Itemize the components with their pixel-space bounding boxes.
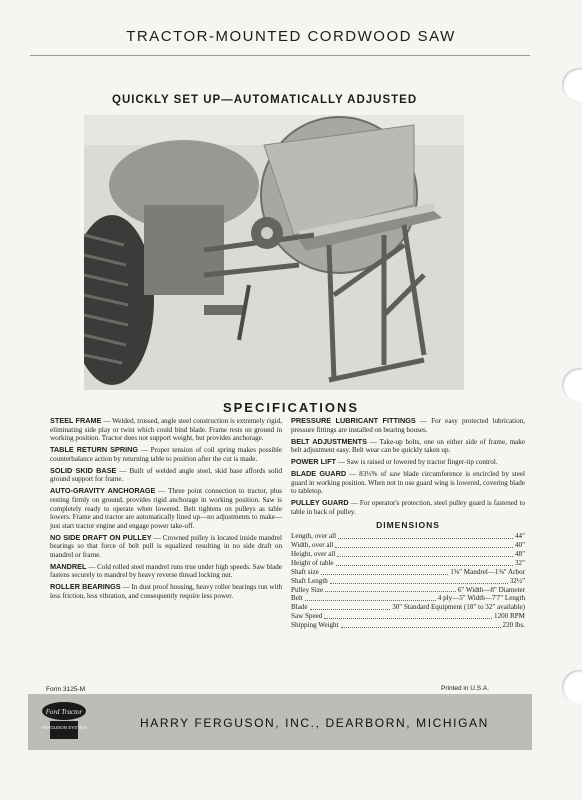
spec-text: In dust proof housing, heavy roller bearings run with less friction, less vibration, and consequently require less power.: [50, 583, 282, 601]
dimension-value: 4 ply—5" Width—7'7" Length: [437, 594, 525, 603]
spec-term: AUTO-GRAVITY ANCHORAGE: [50, 486, 156, 496]
dimension-label: Saw Speed: [291, 612, 323, 621]
dimension-value: 1200 RPM: [494, 612, 525, 621]
spec-item: BELT ADJUSTMENTS — Take-up bolts, one on either side of frame, make belt adjustment easy. Belt wear can be quickly taken up.: [291, 436, 526, 455]
dimension-label: Shaft Length: [291, 576, 328, 585]
dimension-row: [291, 550, 525, 559]
binder-hole: [562, 68, 582, 102]
form-number: Form 3125-M: [46, 686, 86, 693]
dimension-label: Height, over all: [291, 549, 336, 558]
dimension-value: 48": [515, 549, 525, 558]
spec-item: STEEL FRAME — Welded, trussed, angle steel construction is extremely rigid, eliminating side play or twist which could bind blade. Frame rests on ground in working position. Tractor does not support weight, but provides anchorage.: [50, 416, 282, 443]
spec-item: AUTO-GRAVITY ANCHORAGE — Three point connection to tractor, plus resting firmly on ground, provides rigid anchorage in working position. Saw is completely ready to operate when lowered. Belt tightens on pulleys as table lowers. Frame and tractor are automatically lined up—no adjustments to make—just start tractor engine and engage power take-off.: [50, 486, 283, 530]
binder-hole: [562, 670, 582, 704]
dimension-row: [291, 621, 525, 630]
dimension-value: 1⅝" Mandrel—1⅜" Arbor: [450, 567, 525, 576]
dimension-row: [291, 603, 525, 612]
spec-term: BELT ADJUSTMENTS: [291, 436, 368, 446]
spec-item: PRESSURE LUBRICANT FITTINGS — For easy protected lubrication, pressure fittings are installed on bearing houses.: [291, 416, 525, 434]
dimension-label: Width, over all: [291, 541, 334, 549]
spec-item: ROLLER BEARINGS — In dust proof housing, heavy roller bearings run with less friction, less vibration, and consequently require less power.: [50, 582, 282, 601]
spec-item: BLADE GUARD — 83⅓% of saw blade circumference is encircled by steel guard in working position. When not in use guard wing is lowered, covering blade to tabletop.: [291, 469, 525, 496]
company-name: HARRY FERGUSON, INC., DEARBORN, MICHIGAN: [140, 716, 489, 730]
spec-text: Proper tension of coil spring makes possible counterbalance action by returning table to position after the cut is made.: [50, 446, 283, 463]
dimension-label: Blade: [291, 603, 308, 612]
dimension-label: Shaft size: [291, 567, 319, 576]
dimension-row: [291, 577, 525, 586]
dimension-row: [291, 568, 525, 577]
dimension-value: 32½": [509, 576, 525, 585]
dimensions-heading: DIMENSIONS: [376, 519, 440, 530]
dimension-row: [291, 541, 525, 550]
spec-text: Take-up bolts, one on either side of frame, make belt adjustment easy. Belt wear can be quickly taken up.: [291, 437, 526, 455]
spec-text: For easy protected lubrication, pressure fittings are installed on bearing houses.: [291, 417, 525, 434]
printed-notice: Printed in U.S.A.: [441, 685, 490, 692]
spec-text: Saw is raised or lowered by tractor finger-tip control.: [346, 458, 498, 467]
dimension-value: 6" Width—8" Diameter: [457, 585, 525, 594]
ford-ferguson-logo: [40, 699, 88, 743]
spec-item: NO SIDE DRAFT ON PULLEY — Crowned pulley is located inside mandrel bearings so that force of belt pull is equalized resulting in no side draft on mandrel or frame.: [50, 532, 282, 559]
logo-text-bottom: FERGUSON SYSTEM: [41, 725, 87, 730]
spec-term: STEEL FRAME: [50, 416, 102, 425]
dimension-label: Pulley Size: [291, 585, 324, 594]
spec-term: SOLID SKID BASE: [50, 465, 117, 475]
spec-term: PRESSURE LUBRICANT FITTINGS: [291, 416, 416, 425]
dimension-value: 44": [515, 532, 525, 541]
spec-item: PULLEY GUARD — For operator's protection, steel pulley guard is fastened to table in back of pulley.: [291, 498, 525, 516]
title-divider: [30, 55, 530, 56]
dimension-label: Height of table: [291, 558, 334, 567]
spec-text: Three point connection to tractor, plus resting firmly on ground, provides rigid anchorage in working position. Saw is completely ready to operate when lowered. Belt tightens on pulleys as table lowers. Frame and tractor are automatically lined up—no adjustments to make—just start tractor engine and engage power take-off.: [50, 487, 283, 530]
dimension-label: Shipping Weight: [291, 621, 339, 630]
specs-right-column: [291, 417, 525, 630]
dimension-label: Belt: [291, 594, 303, 603]
dimension-row: [291, 532, 525, 541]
spec-item: SOLID SKID BASE — Built of welded angle steel, skid base affords solid ground support for frame.: [50, 465, 283, 484]
specifications-heading: SPECIFICATIONS: [222, 400, 360, 415]
spec-text: Crowned pulley is located inside mandrel bearings so that force of belt pull is equalized resulting in no side draft on mandrel or frame.: [50, 533, 282, 559]
spec-term: PULLEY GUARD: [291, 498, 349, 508]
dimension-value: 32": [515, 558, 525, 567]
dimension-value: 220 lbs.: [502, 621, 525, 630]
spec-text: For operator's protection, steel pulley guard is fastened to table in back of pulley.: [291, 499, 525, 516]
dimension-row: [291, 612, 525, 621]
spec-item: POWER LIFT — Saw is raised or lowered by tractor finger-tip control.: [291, 457, 498, 467]
photo-caption: QUICKLY SET UP—AUTOMATICALLY ADJUSTED: [112, 94, 418, 106]
dimension-value: 40": [515, 541, 525, 549]
spec-item: MANDREL — Cold rolled steel mandrel runs true under high speeds. Saw blade fastens securely to mandrel by heavy reverse thread locking nut.: [50, 561, 282, 580]
dimension-label: Length, over all: [291, 532, 337, 541]
page-title: TRACTOR-MOUNTED CORDWOOD SAW: [126, 28, 456, 45]
spec-text: Built of welded angle steel, skid base affords solid ground support for frame.: [50, 466, 283, 484]
spec-text: 83⅓% of saw blade circumference is encircled by steel guard in working position. When not in use guard wing is lowered, covering blade to tabletop.: [291, 470, 525, 496]
dimension-value: 30" Standard Equipment (18" to 32" available): [392, 603, 525, 612]
dimension-row: [291, 559, 525, 568]
spec-term: MANDREL: [50, 561, 87, 571]
logo-text-top: Ford Tractor: [45, 708, 83, 716]
spec-term: BLADE GUARD: [291, 469, 347, 479]
spec-term: POWER LIFT: [291, 457, 336, 467]
spec-term: ROLLER BEARINGS: [50, 582, 121, 592]
binder-hole: [562, 368, 582, 402]
saw-photo: [84, 115, 464, 390]
spec-text: Welded, trussed, angle steel construction is extremely rigid, eliminating side play or twist which could bind blade. Frame rests on ground in working position. Tractor does not support weight, but provides anchorage.: [50, 417, 282, 443]
dimension-row: [291, 594, 525, 603]
spec-text: Cold rolled steel mandrel runs true under high speeds. Saw blade fastens securely to mandrel by heavy reverse thread locking nut.: [50, 562, 282, 580]
spec-term: NO SIDE DRAFT ON PULLEY: [50, 532, 152, 542]
specs-left-column: [50, 417, 282, 604]
spec-item: TABLE RETURN SPRING — Proper tension of coil spring makes possible counterbalance action by returning table to position after the cut is made.: [50, 445, 283, 463]
spec-term: TABLE RETURN SPRING: [50, 445, 139, 455]
dimension-row: [291, 586, 525, 595]
